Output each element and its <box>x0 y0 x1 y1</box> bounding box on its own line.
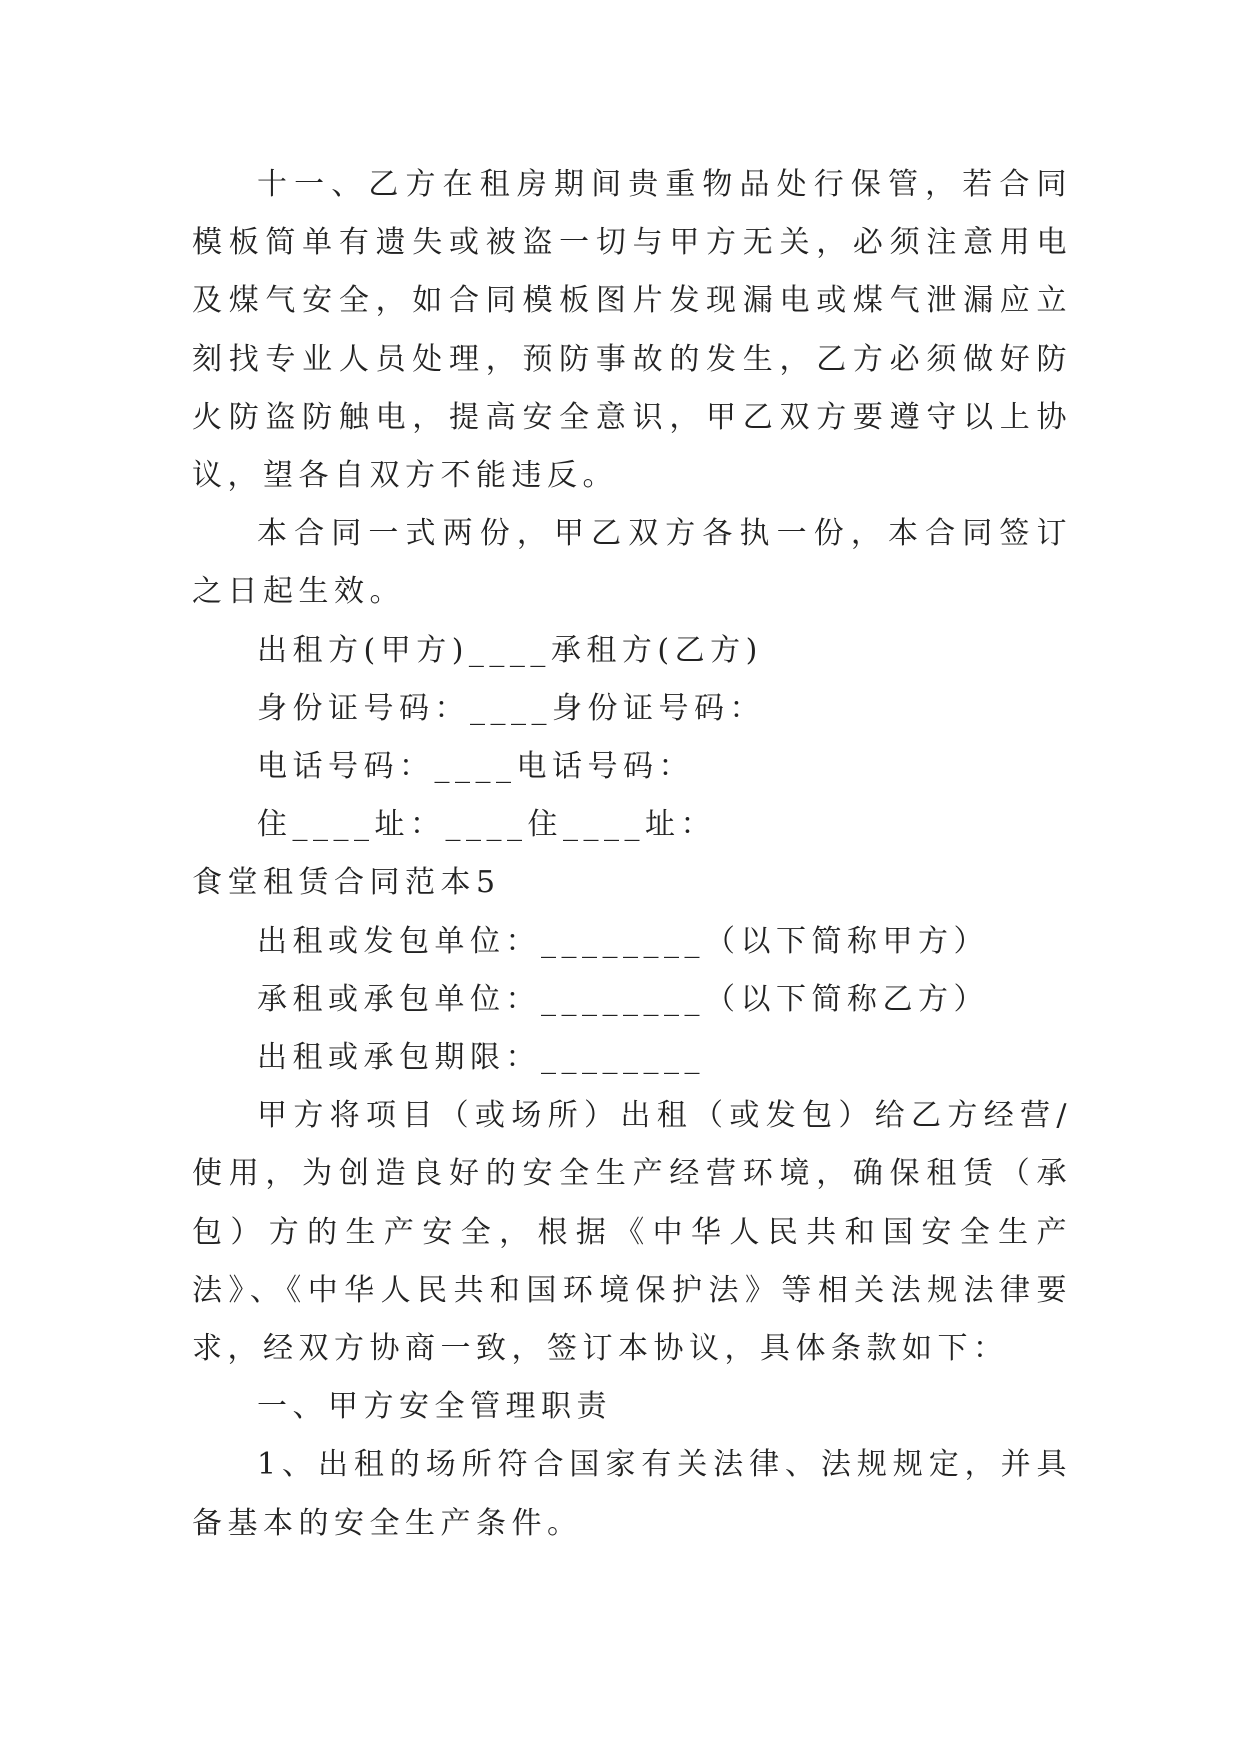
document-body <box>192 156 1072 1553</box>
subsection-heading: 一、甲方安全管理职责 <box>257 1389 612 1425</box>
section-heading: 食堂租赁合同范本5 <box>192 865 501 901</box>
lessee-unit-line: 承租或承包单位：________（以下简称乙方） <box>257 981 989 1017</box>
preamble-paragraph: 甲方将项目（或场所）出租（或发包）给乙方经营/使用，为创造良好的安全生产经营环境，确保租赁（承包）方的生产安全，根据《中华人民共和国安全生产法》、《中华人民共和国环境保护法》等相关法规法律要求，经双方协商一致，签订本协议，具体条款如下： <box>192 1098 1072 1367</box>
clause-one-paragraph: 1、出租的场所符合国家有关法律、法规规定，并具备基本的安全生产条件。 <box>192 1447 1072 1541</box>
signature-line-id-number: 身份证号码：____身份证号码： <box>257 690 765 726</box>
clause-eleven-paragraph: 十一、乙方在租房期间贵重物品处行保管，若合同模板简单有遗失或被盗一切与甲方无关，必须注意用电及煤气安全，如合同模板图片发现漏电或煤气泄漏应立刻找专业人员处理，预防事故的发生，乙方必须做好防火防盗防触电，提高安全意识，甲乙双方要遵守以上协议，望各自双方不能违反。 <box>192 167 1072 494</box>
lease-term-line: 出租或承包期限：________ <box>257 1040 705 1076</box>
contract-copies-paragraph: 本合同一式两份，甲乙双方各执一份，本合同签订之日起生效。 <box>192 516 1072 610</box>
signature-line-phone: 电话号码：____电话号码： <box>257 749 694 785</box>
signature-line-parties: 出租方(甲方)____承租方(乙方) <box>257 632 763 668</box>
lessor-unit-line: 出租或发包单位：________（以下简称甲方） <box>257 923 989 959</box>
signature-line-address: 住____址：____住____址： <box>257 807 716 843</box>
